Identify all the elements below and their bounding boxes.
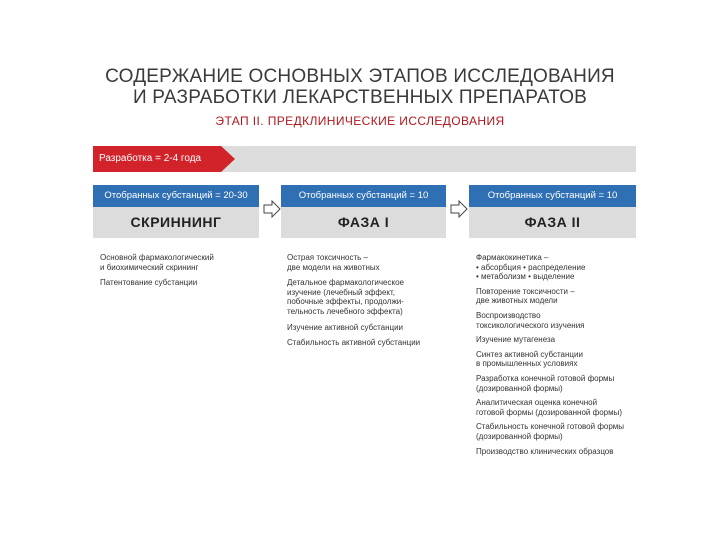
task-text-line: две животных модели (476, 296, 558, 306)
phase-2-task-list (476, 253, 641, 461)
step-arrow-icon (450, 200, 468, 218)
task-text-line: две модели на животных (287, 262, 380, 272)
task-item (476, 350, 641, 369)
task-text-line: Аналитическая оценка конечной (476, 398, 598, 408)
task-text-line: Изучение активной субстанции (287, 322, 404, 332)
task-text-line: • абсорбция • распределение (476, 262, 586, 272)
task-text-line: Изучение мутагенеза (476, 335, 556, 345)
task-text-line: в промышленных условиях (476, 359, 578, 369)
task-item (476, 311, 641, 330)
task-text-line: Производство клинических образцов (476, 446, 614, 456)
task-text-line: Стабильность конечной готовой формы (476, 422, 625, 432)
step-arrow-icon (263, 200, 281, 218)
phase-2-header: Отобранных субстанций = 10 (469, 185, 636, 207)
task-item (476, 287, 641, 306)
task-text-line: • метаболизм • выделение (476, 272, 575, 282)
task-item (287, 278, 447, 316)
task-item (476, 422, 641, 441)
phase-1-name: ФАЗА I (281, 207, 446, 238)
task-text-line: и биохимический скрининг (100, 262, 199, 272)
task-item (476, 398, 641, 417)
task-text-line: Воспроизводство (476, 310, 541, 320)
development-label: Разработка = 2-4 года (99, 153, 202, 164)
task-text-line: Стабильность активной субстанции (287, 338, 421, 348)
task-text-line: Основной фармакологический (100, 253, 214, 262)
task-text-line: Острая токсичность – (287, 253, 368, 262)
phase-2-name: ФАЗА II (469, 207, 636, 238)
task-item (476, 374, 641, 393)
task-item (287, 253, 447, 272)
task-text-line: Разработка конечной готовой формы (476, 373, 615, 383)
task-text-line: побочные эффекты, продолжи- (287, 297, 404, 307)
task-text-line: Повторение токсичности – (476, 286, 575, 296)
task-item (476, 335, 641, 345)
task-text-line: тельность лечебного эффекта) (287, 306, 403, 316)
slide-title-line-2: И РАЗРАБОТКИ ЛЕКАРСТВЕННЫХ ПРЕПАРАТОВ (132, 87, 588, 108)
task-text-line: токсикологического изучения (476, 320, 585, 330)
task-text-line: готовой формы (дозированной формы) (476, 407, 622, 417)
task-item (476, 253, 641, 282)
task-text-line: (дозированной формы) (476, 431, 563, 441)
task-text-line: Фармакокинетика – (476, 253, 549, 262)
phase-1-header: Отобранных субстанций = 10 (281, 185, 446, 207)
phase-1-task-list (287, 253, 447, 354)
task-item (287, 338, 447, 348)
task-item (476, 447, 641, 457)
phase-screening-name: СКРИННИНГ (93, 207, 259, 238)
slide-title (0, 66, 720, 108)
task-text-line: Детальное фармакологическое (287, 278, 404, 288)
task-text-line: (дозированной формы) (476, 383, 563, 393)
task-text-line: Патентование субстанции (100, 278, 198, 288)
task-text-line: Синтез активной субстанции (476, 349, 583, 359)
stage-subtitle: ЭТАП II. ПРЕДКЛИНИЧЕСКИЕ ИССЛЕДОВАНИЯ (215, 114, 505, 128)
task-item (100, 278, 260, 288)
task-item (100, 253, 260, 272)
task-item (287, 323, 447, 333)
phase-screening-task-list (100, 253, 260, 294)
slide-title-line-1: СОДЕРЖАНИЕ ОСНОВНЫХ ЭТАПОВ ИССЛЕДОВАНИЯ (105, 66, 615, 87)
phase-screening-header: Отобранных субстанций = 20-30 (93, 185, 259, 207)
task-text-line: изучение (лечебный эффект, (287, 287, 395, 297)
